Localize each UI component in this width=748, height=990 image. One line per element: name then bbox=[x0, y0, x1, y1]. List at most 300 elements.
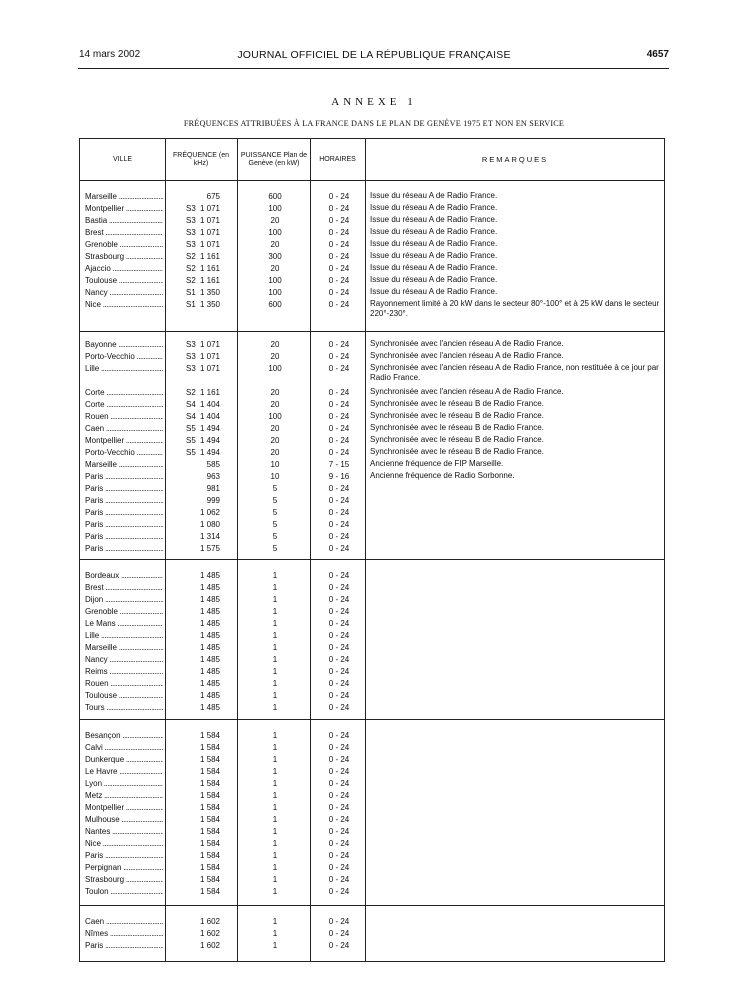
cell-remark: Issue du réseau A de Radio France. bbox=[370, 191, 498, 200]
cell-power: 1 bbox=[272, 679, 278, 688]
cell-remark: Synchronisée avec l'ancien réseau A de Radio France, non restituée à ce jour par Radio France. bbox=[370, 363, 659, 382]
cell-frequency: 1 584 bbox=[199, 755, 220, 764]
cell-frequency: 1 494 bbox=[199, 424, 220, 433]
cell-city: Nîmes ..... bbox=[85, 928, 163, 940]
table-row bbox=[80, 702, 664, 714]
header-rule bbox=[78, 68, 669, 69]
cell-power: 1 bbox=[272, 791, 278, 800]
cell-synchronisation-prefix: S3 bbox=[186, 228, 196, 237]
cell-frequency: 1 161 bbox=[199, 252, 220, 261]
cell-power: 1 bbox=[272, 767, 278, 776]
cell-power: 20 bbox=[270, 436, 280, 445]
cell-city: Montpellier ..... bbox=[85, 802, 163, 814]
table-row bbox=[80, 582, 664, 594]
cell-frequency: 1 584 bbox=[199, 803, 220, 812]
cell-frequency: 1 350 bbox=[199, 300, 220, 309]
cell-power: 1 bbox=[272, 655, 278, 664]
cell-hours: 0 - 24 bbox=[328, 679, 350, 688]
cell-frequency: 1 485 bbox=[199, 691, 220, 700]
cell-city: Caen ..... bbox=[85, 423, 163, 435]
cell-power: 1 bbox=[272, 851, 278, 860]
cell-hours: 0 - 24 bbox=[328, 731, 350, 740]
cell-city: Paris ..... bbox=[85, 483, 163, 495]
table-row bbox=[80, 191, 664, 203]
cell-remark: Issue du réseau A de Radio France. bbox=[370, 251, 498, 260]
cell-remark: Synchronisée avec le réseau B de Radio France. bbox=[370, 435, 544, 444]
column-header-horaires: HORAIRES bbox=[319, 155, 356, 163]
cell-city: Besançon ..... bbox=[85, 730, 163, 742]
cell-hours: 0 - 24 bbox=[328, 583, 350, 592]
cell-power: 1 bbox=[272, 863, 278, 872]
cell-frequency: 1 071 bbox=[199, 216, 220, 225]
table-row bbox=[80, 814, 664, 826]
cell-hours: 0 - 24 bbox=[328, 929, 350, 938]
cell-remark: Issue du réseau A de Radio France. bbox=[370, 215, 498, 224]
cell-hours: 0 - 24 bbox=[328, 815, 350, 824]
table-row bbox=[80, 251, 664, 263]
cell-hours: 0 - 24 bbox=[328, 619, 350, 628]
cell-city: Rouen ..... bbox=[85, 411, 163, 423]
table-row bbox=[80, 766, 664, 778]
table-row bbox=[80, 570, 664, 582]
group-divider bbox=[80, 559, 664, 560]
cell-frequency: 585 bbox=[206, 460, 220, 469]
table-row bbox=[80, 351, 664, 363]
column-header-puissance: PUISSANCE Plan de Genève (en kW) bbox=[240, 151, 308, 167]
table-row bbox=[80, 862, 664, 874]
cell-synchronisation-prefix: S3 bbox=[186, 240, 196, 249]
cell-power: 20 bbox=[270, 264, 280, 273]
table-row bbox=[80, 654, 664, 666]
cell-city: Marseille ..... bbox=[85, 191, 163, 203]
cell-hours: 0 - 24 bbox=[328, 388, 350, 397]
table-row bbox=[80, 239, 664, 251]
cell-synchronisation-prefix: S1 bbox=[186, 300, 196, 309]
cell-city: Toulon ..... bbox=[85, 886, 163, 898]
cell-power: 1 bbox=[272, 743, 278, 752]
cell-city: Paris ..... bbox=[85, 507, 163, 519]
table-row bbox=[80, 363, 664, 382]
table-row bbox=[80, 435, 664, 447]
table-row bbox=[80, 606, 664, 618]
cell-hours: 0 - 24 bbox=[328, 484, 350, 493]
cell-power: 5 bbox=[272, 484, 278, 493]
cell-city: Nancy ..... bbox=[85, 287, 163, 299]
table-row bbox=[80, 387, 664, 399]
table-row bbox=[80, 642, 664, 654]
cell-power: 1 bbox=[272, 691, 278, 700]
cell-synchronisation-prefix: S5 bbox=[186, 448, 196, 457]
cell-city: Lyon ..... bbox=[85, 778, 163, 790]
table-row bbox=[80, 838, 664, 850]
cell-power: 5 bbox=[272, 532, 278, 541]
cell-hours: 0 - 24 bbox=[328, 352, 350, 361]
cell-hours: 0 - 24 bbox=[328, 228, 350, 237]
cell-hours: 0 - 24 bbox=[328, 508, 350, 517]
table-row bbox=[80, 790, 664, 802]
cell-frequency: 1 485 bbox=[199, 607, 220, 616]
cell-power: 1 bbox=[272, 643, 278, 652]
cell-frequency: 1 494 bbox=[199, 448, 220, 457]
cell-power: 1 bbox=[272, 703, 278, 712]
cell-frequency: 1 071 bbox=[199, 204, 220, 213]
cell-hours: 0 - 24 bbox=[328, 496, 350, 505]
cell-frequency: 1 602 bbox=[199, 941, 220, 950]
cell-remark: Synchronisée avec le réseau B de Radio France. bbox=[370, 423, 544, 432]
cell-remark: Issue du réseau A de Radio France. bbox=[370, 263, 498, 272]
cell-city: Paris ..... bbox=[85, 850, 163, 862]
cell-city: Paris ..... bbox=[85, 543, 163, 555]
cell-power: 100 bbox=[268, 288, 282, 297]
table-row bbox=[80, 742, 664, 754]
cell-hours: 0 - 24 bbox=[328, 276, 350, 285]
table-row bbox=[80, 802, 664, 814]
header-journal-title: JOURNAL OFFICIEL DE LA RÉPUBLIQUE FRANÇAISE bbox=[237, 49, 511, 61]
table-row bbox=[80, 495, 664, 507]
cell-power: 1 bbox=[272, 571, 278, 580]
cell-frequency: 963 bbox=[206, 472, 220, 481]
cell-hours: 0 - 24 bbox=[328, 827, 350, 836]
cell-power: 1 bbox=[272, 619, 278, 628]
cell-power: 1 bbox=[272, 731, 278, 740]
cell-city: Metz ..... bbox=[85, 790, 163, 802]
cell-city: Grenoble ..... bbox=[85, 239, 163, 251]
cell-synchronisation-prefix: S3 bbox=[186, 364, 196, 373]
cell-city: Perpignan ..... bbox=[85, 862, 163, 874]
cell-remark: Issue du réseau A de Radio France. bbox=[370, 287, 498, 296]
cell-power: 20 bbox=[270, 340, 280, 349]
cell-frequency: 1 485 bbox=[199, 643, 220, 652]
cell-frequency: 1 584 bbox=[199, 839, 220, 848]
cell-city: Porto-Vecchio ..... bbox=[85, 351, 163, 363]
cell-city: Porto-Vecchio ..... bbox=[85, 447, 163, 459]
cell-city: Paris ..... bbox=[85, 471, 163, 483]
cell-frequency: 1 161 bbox=[199, 388, 220, 397]
table-row bbox=[80, 299, 664, 318]
cell-remark: Synchronisée avec le réseau B de Radio France. bbox=[370, 399, 544, 408]
cell-power: 20 bbox=[270, 216, 280, 225]
table-row bbox=[80, 531, 664, 543]
cell-hours: 0 - 24 bbox=[328, 703, 350, 712]
cell-synchronisation-prefix: S4 bbox=[186, 412, 196, 421]
table-row bbox=[80, 730, 664, 742]
cell-power: 100 bbox=[268, 228, 282, 237]
cell-remark: Rayonnement limité à 20 kW dans le secteur 80°-100° et à 25 kW dans le secteur 220°-230°. bbox=[370, 299, 660, 318]
table-row bbox=[80, 287, 664, 299]
table-row bbox=[80, 678, 664, 690]
cell-remark: Ancienne fréquence de FIP Marseille. bbox=[370, 459, 504, 468]
cell-frequency: 1 071 bbox=[199, 228, 220, 237]
cell-hours: 0 - 24 bbox=[328, 607, 350, 616]
table-row bbox=[80, 399, 664, 411]
cell-synchronisation-prefix: S2 bbox=[186, 252, 196, 261]
header-divider bbox=[80, 180, 664, 181]
cell-frequency: 1 485 bbox=[199, 619, 220, 628]
cell-power: 300 bbox=[268, 252, 282, 261]
cell-power: 1 bbox=[272, 779, 278, 788]
cell-hours: 0 - 24 bbox=[328, 743, 350, 752]
cell-city: Rouen ..... bbox=[85, 678, 163, 690]
table-row bbox=[80, 447, 664, 459]
cell-frequency: 1 071 bbox=[199, 240, 220, 249]
cell-power: 1 bbox=[272, 839, 278, 848]
table-row bbox=[80, 263, 664, 275]
cell-remark: Synchronisée avec l'ancien réseau A de Radio France. bbox=[370, 339, 564, 348]
cell-hours: 0 - 24 bbox=[328, 595, 350, 604]
cell-city: Strasbourg ..... bbox=[85, 251, 163, 263]
cell-frequency: 1 071 bbox=[199, 352, 220, 361]
cell-power: 5 bbox=[272, 496, 278, 505]
cell-frequency: 1 485 bbox=[199, 595, 220, 604]
cell-city: Lille ..... bbox=[85, 630, 163, 642]
cell-city: Paris ..... bbox=[85, 531, 163, 543]
header-date: 14 mars 2002 bbox=[79, 49, 141, 60]
table-row bbox=[80, 778, 664, 790]
table-row bbox=[80, 618, 664, 630]
cell-city: Corte ..... bbox=[85, 387, 163, 399]
cell-city: Nancy ..... bbox=[85, 654, 163, 666]
cell-frequency: 1 584 bbox=[199, 851, 220, 860]
cell-city: Toulouse ..... bbox=[85, 275, 163, 287]
cell-city: Corte ..... bbox=[85, 399, 163, 411]
cell-remark: Issue du réseau A de Radio France. bbox=[370, 239, 498, 248]
cell-power: 1 bbox=[272, 929, 278, 938]
cell-hours: 0 - 24 bbox=[328, 791, 350, 800]
cell-power: 10 bbox=[270, 460, 280, 469]
cell-remark: Synchronisée avec l'ancien réseau A de Radio France. bbox=[370, 351, 564, 360]
cell-remark: Issue du réseau A de Radio France. bbox=[370, 227, 498, 236]
table-row bbox=[80, 594, 664, 606]
cell-frequency: 1 584 bbox=[199, 863, 220, 872]
cell-hours: 0 - 24 bbox=[328, 571, 350, 580]
cell-power: 1 bbox=[272, 917, 278, 926]
table-row bbox=[80, 275, 664, 287]
cell-frequency: 1 404 bbox=[199, 400, 220, 409]
cell-hours: 0 - 24 bbox=[328, 424, 350, 433]
cell-city: Paris ..... bbox=[85, 495, 163, 507]
cell-synchronisation-prefix: S1 bbox=[186, 288, 196, 297]
cell-hours: 0 - 24 bbox=[328, 364, 350, 373]
cell-power: 1 bbox=[272, 607, 278, 616]
table-row bbox=[80, 874, 664, 886]
cell-hours: 0 - 24 bbox=[328, 204, 350, 213]
cell-frequency: 1 494 bbox=[199, 436, 220, 445]
cell-hours: 0 - 24 bbox=[328, 448, 350, 457]
cell-hours: 0 - 24 bbox=[328, 216, 350, 225]
cell-city: Paris ..... bbox=[85, 940, 163, 952]
cell-hours: 0 - 24 bbox=[328, 300, 350, 309]
cell-synchronisation-prefix: S2 bbox=[186, 276, 196, 285]
cell-frequency: 1 485 bbox=[199, 571, 220, 580]
table-row bbox=[80, 471, 664, 483]
cell-hours: 0 - 24 bbox=[328, 839, 350, 848]
cell-city: Lille ..... bbox=[85, 363, 163, 375]
cell-city: Tours ..... bbox=[85, 702, 163, 714]
cell-synchronisation-prefix: S3 bbox=[186, 216, 196, 225]
cell-frequency: 1 575 bbox=[199, 544, 220, 553]
cell-city: Paris ..... bbox=[85, 519, 163, 531]
table-row bbox=[80, 886, 664, 898]
cell-power: 100 bbox=[268, 412, 282, 421]
cell-power: 1 bbox=[272, 887, 278, 896]
cell-city: Le Havre ..... bbox=[85, 766, 163, 778]
cell-city: Brest ..... bbox=[85, 227, 163, 239]
cell-power: 600 bbox=[268, 300, 282, 309]
cell-frequency: 981 bbox=[206, 484, 220, 493]
cell-remark: Issue du réseau A de Radio France. bbox=[370, 275, 498, 284]
table-row bbox=[80, 690, 664, 702]
table-row bbox=[80, 543, 664, 555]
cell-frequency: 1 584 bbox=[199, 767, 220, 776]
cell-frequency: 1 485 bbox=[199, 703, 220, 712]
cell-city: Montpellier ..... bbox=[85, 203, 163, 215]
cell-hours: 0 - 24 bbox=[328, 264, 350, 273]
cell-city: Ajaccio ..... bbox=[85, 263, 163, 275]
cell-frequency: 1 161 bbox=[199, 264, 220, 273]
table-row bbox=[80, 928, 664, 940]
cell-frequency: 1 584 bbox=[199, 731, 220, 740]
cell-hours: 7 - 15 bbox=[328, 460, 350, 469]
cell-power: 1 bbox=[272, 583, 278, 592]
cell-frequency: 1 485 bbox=[199, 631, 220, 640]
cell-city: Le Mans ..... bbox=[85, 618, 163, 630]
cell-frequency: 1 584 bbox=[199, 827, 220, 836]
cell-remark: Ancienne fréquence de Radio Sorbonne. bbox=[370, 471, 515, 480]
cell-city: Reims ..... bbox=[85, 666, 163, 678]
cell-frequency: 1 485 bbox=[199, 679, 220, 688]
cell-hours: 0 - 24 bbox=[328, 288, 350, 297]
cell-frequency: 1 071 bbox=[199, 340, 220, 349]
cell-frequency: 1 584 bbox=[199, 815, 220, 824]
cell-hours: 0 - 24 bbox=[328, 192, 350, 201]
cell-synchronisation-prefix: S3 bbox=[186, 352, 196, 361]
table-row bbox=[80, 630, 664, 642]
cell-synchronisation-prefix: S5 bbox=[186, 424, 196, 433]
annex-subtitle: FRÉQUENCES ATTRIBUÉES À LA FRANCE DANS LE PLAN DE GENÈVE 1975 ET NON EN SERVICE bbox=[183, 119, 565, 128]
cell-hours: 0 - 24 bbox=[328, 941, 350, 950]
cell-hours: 0 - 24 bbox=[328, 520, 350, 529]
cell-city: Caen ..... bbox=[85, 916, 163, 928]
cell-hours: 0 - 24 bbox=[328, 917, 350, 926]
cell-frequency: 1 485 bbox=[199, 655, 220, 664]
cell-remark: Synchronisée avec le réseau B de Radio France. bbox=[370, 411, 544, 420]
cell-city: Toulouse ..... bbox=[85, 690, 163, 702]
table-row bbox=[80, 227, 664, 239]
cell-synchronisation-prefix: S2 bbox=[186, 388, 196, 397]
cell-power: 20 bbox=[270, 424, 280, 433]
table-row bbox=[80, 519, 664, 531]
cell-hours: 0 - 24 bbox=[328, 544, 350, 553]
group-divider bbox=[80, 905, 664, 906]
cell-power: 20 bbox=[270, 388, 280, 397]
cell-hours: 0 - 24 bbox=[328, 436, 350, 445]
cell-synchronisation-prefix: S2 bbox=[186, 264, 196, 273]
table-row bbox=[80, 916, 664, 928]
cell-hours: 0 - 24 bbox=[328, 655, 350, 664]
cell-city: Nice ..... bbox=[85, 299, 163, 311]
cell-remark: Issue du réseau A de Radio France. bbox=[370, 203, 498, 212]
column-header-remarques: REMARQUES bbox=[481, 154, 549, 164]
cell-hours: 0 - 24 bbox=[328, 532, 350, 541]
cell-city: Marseille ..... bbox=[85, 459, 163, 471]
cell-remark: Synchronisée avec le réseau B de Radio France. bbox=[370, 447, 544, 456]
cell-frequency: 675 bbox=[206, 192, 220, 201]
cell-power: 1 bbox=[272, 941, 278, 950]
cell-power: 20 bbox=[270, 240, 280, 249]
cell-synchronisation-prefix: S3 bbox=[186, 204, 196, 213]
cell-frequency: 1 584 bbox=[199, 887, 220, 896]
cell-hours: 0 - 24 bbox=[328, 240, 350, 249]
cell-power: 1 bbox=[272, 827, 278, 836]
table-row bbox=[80, 940, 664, 952]
cell-frequency: 1 485 bbox=[199, 583, 220, 592]
cell-hours: 0 - 24 bbox=[328, 412, 350, 421]
cell-city: Nice ..... bbox=[85, 838, 163, 850]
cell-synchronisation-prefix: S3 bbox=[186, 340, 196, 349]
column-header-ville: VILLE bbox=[112, 155, 133, 163]
annex-title: ANNEXE 1 bbox=[331, 96, 417, 108]
cell-power: 100 bbox=[268, 276, 282, 285]
cell-hours: 0 - 24 bbox=[328, 643, 350, 652]
table-row bbox=[80, 423, 664, 435]
cell-power: 20 bbox=[270, 352, 280, 361]
cell-frequency: 1 584 bbox=[199, 875, 220, 884]
cell-hours: 0 - 24 bbox=[328, 667, 350, 676]
cell-frequency: 1 314 bbox=[199, 532, 220, 541]
cell-hours: 0 - 24 bbox=[328, 767, 350, 776]
cell-hours: 0 - 24 bbox=[328, 887, 350, 896]
cell-synchronisation-prefix: S4 bbox=[186, 400, 196, 409]
cell-frequency: 1 584 bbox=[199, 743, 220, 752]
cell-city: Bayonne ..... bbox=[85, 339, 163, 351]
cell-frequency: 1 584 bbox=[199, 779, 220, 788]
cell-city: Bastia ..... bbox=[85, 215, 163, 227]
cell-city: Bordeaux ..... bbox=[85, 570, 163, 582]
table-row bbox=[80, 339, 664, 351]
table-row bbox=[80, 666, 664, 678]
table-row bbox=[80, 459, 664, 471]
cell-power: 1 bbox=[272, 815, 278, 824]
cell-power: 5 bbox=[272, 544, 278, 553]
table-row bbox=[80, 826, 664, 838]
group-divider bbox=[80, 331, 664, 332]
cell-power: 5 bbox=[272, 508, 278, 517]
cell-power: 1 bbox=[272, 875, 278, 884]
cell-hours: 9 - 16 bbox=[328, 472, 350, 481]
cell-hours: 0 - 24 bbox=[328, 851, 350, 860]
cell-frequency: 1 602 bbox=[199, 917, 220, 926]
cell-frequency: 1 485 bbox=[199, 667, 220, 676]
cell-frequency: 1 161 bbox=[199, 276, 220, 285]
cell-frequency: 1 062 bbox=[199, 508, 220, 517]
cell-power: 10 bbox=[270, 472, 280, 481]
cell-power: 20 bbox=[270, 400, 280, 409]
cell-hours: 0 - 24 bbox=[328, 631, 350, 640]
cell-hours: 0 - 24 bbox=[328, 340, 350, 349]
cell-power: 20 bbox=[270, 448, 280, 457]
cell-city: Dijon ..... bbox=[85, 594, 163, 606]
cell-city: Brest ..... bbox=[85, 582, 163, 594]
cell-city: Dunkerque ..... bbox=[85, 754, 163, 766]
table-row bbox=[80, 215, 664, 227]
cell-power: 100 bbox=[268, 364, 282, 373]
cell-city: Grenoble ..... bbox=[85, 606, 163, 618]
cell-hours: 0 - 24 bbox=[328, 803, 350, 812]
table-row bbox=[80, 411, 664, 423]
cell-hours: 0 - 24 bbox=[328, 755, 350, 764]
table-row bbox=[80, 507, 664, 519]
cell-city: Strasbourg ..... bbox=[85, 874, 163, 886]
